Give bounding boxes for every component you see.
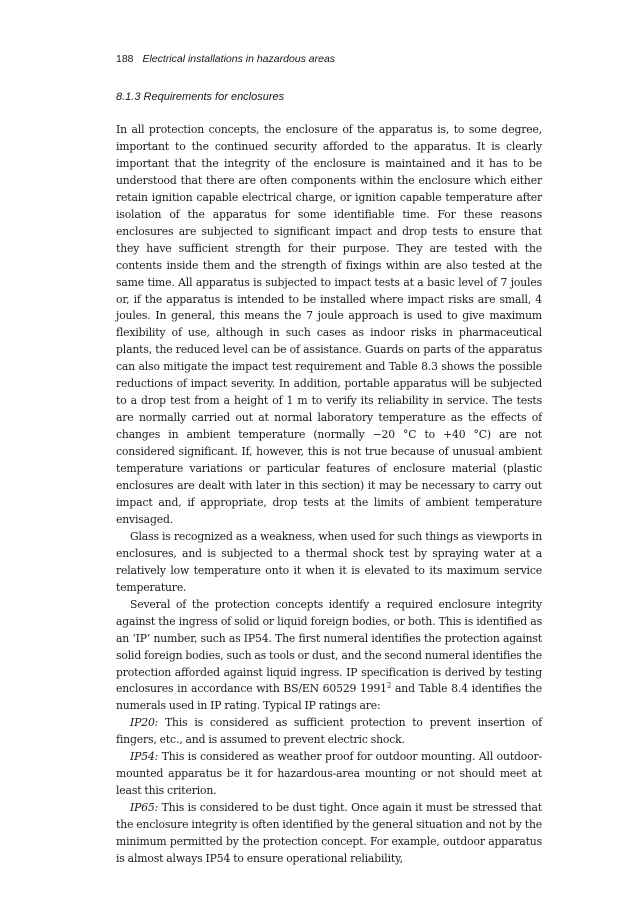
ip20-description: This is considered as sufficient protection to prevent insertion of fingers, etc., and is assumed to prevent electric shock. <box>116 716 542 747</box>
ip54-description: This is considered as weather proof for outdoor mounting. All outdoor-mounted apparatus be it for hazardous-area mounting or not should meet at least this criterion. <box>116 750 542 798</box>
book-page <box>116 52 542 868</box>
running-head <box>116 52 542 66</box>
ip20-term: IP20: <box>130 716 159 730</box>
footnote-reference: 2 <box>386 681 392 690</box>
ip65-description: This is considered to be dust tight. Once again it must be stressed that the enclosure integrity is often identified by the general situation and not by the minimum permitted by the protection concept. For example, outdoor apparatus is almost always IP54 to ensure operational reliability, <box>116 801 542 865</box>
ip-numbers-text: Several of the protection concepts identify a required enclosure integrity against the ingress of solid or liquid foreign bodies, or both. This is identified as an ‘IP’ number, such as IP54. The first numeral identifies the protection against solid foreign bodies, such as tools or dust, and the second numeral identifies the protection afforded against liquid ingress. IP specification is derived by testing enclosures in accordance with BS/EN 60529 1991 <box>116 597 542 696</box>
paragraph-ip65 <box>116 800 542 868</box>
ip-numbers-text-continued: and Table 8.4 identifies the numerals used in IP rating. Typical IP ratings are: <box>116 682 542 713</box>
paragraph-ip-numbers <box>116 597 542 716</box>
paragraph-glass-weakness: Glass is recognized as a weakness, when used for such things as viewports in enclosures, and is subjected to a thermal shock test by spraying water at a relatively low temperature onto it when it is elevated to its maximum service temperature. <box>116 529 542 594</box>
paragraph-ip20 <box>116 715 542 749</box>
ip65-term: IP65: <box>130 801 159 815</box>
paragraph-ip54 <box>116 749 542 800</box>
page-number: 188 <box>116 53 134 65</box>
ip54-term: IP54: <box>130 750 159 764</box>
book-title: Electrical installations in hazardous areas <box>142 53 336 65</box>
section-heading: 8.1.3 Requirements for enclosures <box>116 91 285 103</box>
body-text <box>116 122 542 868</box>
paragraph-enclosure-integrity: In all protection concepts, the enclosure of the apparatus is, to some degree, important to the continued security afforded to the apparatus. It is clearly important that the integrity of the enclosure is maintained and it has to be understood that there are often components within the enclosure which either retain ignition capable electrical charge, or ignition capable temperature after isolation of the apparatus for some identifiable time. For these reasons enclosures are subjected to significant impact and drop tests to ensure that they have sufficient strength for their purpose. They are tested with the contents inside them and the strength of fixings within are also tested at the same time. All apparatus is subjected to impact tests at a basic level of 7 joules or, if the apparatus is intended to be installed where impact risks are small, 4 joules. In general, this means the 7 joule approach is used to give maximum flexibility of use, although in such cases as indoor risks in pharmaceutical plants, the reduced level can be of assistance. Guards on parts of the apparatus can also mitigate the impact test requirement and Table 8.3 shows the possible reductions of impact severity. In addition, portable apparatus will be subjected to a drop test from a height of 1 m to verify its reliability in service. The tests are normally carried out at normal laboratory temperature as the effects of changes in ambient temperature (normally −20 °C to +40 °C) are not considered significant. If, however, this is not true because of unusual ambient temperature variations or particular features of enclosure material (plastic enclosures are dealt with later in this section) it may be necessary to carry out impact and, if appropriate, drop tests at the limits of ambient temperature envisaged. <box>116 123 542 526</box>
